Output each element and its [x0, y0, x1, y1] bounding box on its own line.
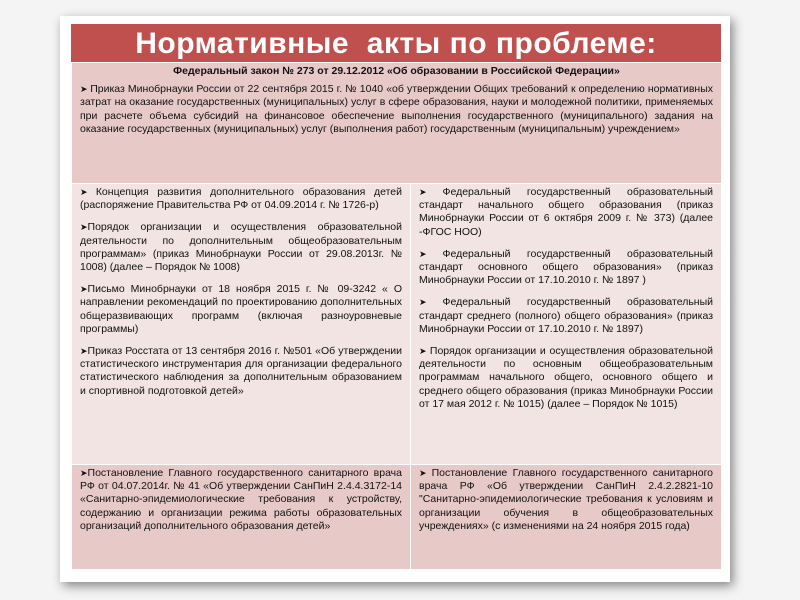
- list-item-text: Постановление Главного государственного санитарного врача РФ «Об утверждении СанПиН 2.4.2.2821-10 "Санитарно-эпидемиологические требования к условиям и организации обучения в общеобразовательных учреждениях» (с изменениями на 24 ноября 2015 года): [419, 467, 714, 532]
- list-item-text: Порядок организации и осуществления образовательной деятельности по дополнительным общеобразовательным программам» (приказ Минобрнауки России от 29.08.2013г. № 1008) (далее – Порядок № 1008): [80, 221, 402, 274]
- list-item: [419, 248, 713, 288]
- arrow-bullet-icon: ➤: [80, 187, 96, 197]
- list-item: [80, 186, 402, 212]
- federal-law-title: Федеральный закон № 273 от 29.12.2012 «Об образовании в Российской Федерации»: [173, 65, 620, 77]
- arrow-bullet-icon: ➤: [80, 468, 88, 478]
- arrow-bullet-icon: ➤: [419, 297, 443, 308]
- federal-law-item: [80, 83, 713, 136]
- federal-law-cell: [72, 63, 722, 184]
- additional-education-cell: [72, 184, 411, 465]
- sanpin-right-cell: [411, 465, 722, 570]
- sanpin-left-cell: [72, 465, 411, 570]
- arrow-bullet-icon: ➤: [419, 468, 432, 478]
- list-item: [80, 467, 402, 533]
- list-item: [419, 467, 713, 533]
- list-item-text: Федеральный государственный образовательный стандарт основного общего образования» (приказ Минобрнауки России от 17.10.2010 г. № 1897 ): [419, 247, 714, 287]
- arrow-bullet-icon: ➤: [419, 187, 443, 197]
- arrow-bullet-icon: ➤: [80, 222, 88, 233]
- list-item: [419, 296, 713, 336]
- arrow-bullet-icon: ➤: [80, 346, 88, 357]
- fgos-cell: [411, 184, 722, 465]
- arrow-bullet-icon: ➤: [419, 346, 430, 357]
- arrow-bullet-icon: ➤: [419, 248, 443, 259]
- list-item: [80, 221, 402, 274]
- list-item: [419, 186, 713, 239]
- federal-law-item-text: Приказ Минобрнауки России от 22 сентября 2015 г. № 1040 «об утверждении Общих требований к определению нормативных затрат на оказание государственных (муниципальных) услуг в сфере образования, науки и молодежной политики, применяемых при расчете объема субсидий на финансовое обеспечение выполнения государственного (муниципального) задания на оказание государственных (муниципальных) услуг (выполнения работ) государственным (муниципальным) учреждением»: [80, 83, 714, 135]
- list-item: [80, 283, 402, 336]
- list-item-text: Концепция развития дополнительного образования детей (распоряжение Правительства РФ от 04.09.2014 г. № 1726-р): [80, 186, 402, 212]
- list-item-text: Приказ Росстата от 13 сентября 2016 г. №501 «Об утверждении статистического инструментария для организации федерального статистического наблюдения за дополнительным образованием и спортивной подготовкой детей»: [80, 345, 402, 397]
- list-item-text: Федеральный государственный образовательный стандарт начального общего образования (приказ Минобрнауки России от 6 октября 2009 г. № 373) (далее -ФГОС НОО): [419, 186, 714, 238]
- list-item-text: Порядок организации и осуществления образовательной деятельности по основным общеобразовательным программам начального общего, основного общего и среднего общего образования (приказ Минобрнауки России от 17 мая 2012 г. № 1015) (далее – Порядок № 1015): [419, 345, 714, 410]
- list-item: [80, 345, 402, 398]
- page-title: Нормативные акты по проблеме:: [71, 24, 721, 62]
- list-item-text: Постановление Главного государственного санитарного врача РФ от 04.07.2014г. № 41 «Об утверждении СанПиН 2.4.4.3172-14 «Санитарно-эпидемиологические требования к устройству, содержанию и организации режима работы образовательных организаций дополнительного образования детей»: [80, 467, 402, 532]
- arrow-bullet-icon: ➤: [80, 284, 88, 295]
- sanpin-row: [72, 465, 722, 570]
- federal-law-row: [72, 63, 722, 184]
- list-item-text: Федеральный государственный образовательный стандарт среднего (полного) общего образования» (приказ Минобрнауки России от 17.10.2010 г. № 1897): [419, 296, 714, 335]
- programs-row: [72, 184, 722, 465]
- list-item-text: Письмо Минобрнауки от 18 ноября 2015 г. № 09-3242 « О направлении рекомендаций по проектированию дополнительных общеразвивающих программ (включая разноуровневые программы): [80, 283, 402, 335]
- legal-acts-table: [71, 62, 722, 570]
- arrow-bullet-icon: ➤: [80, 84, 91, 95]
- list-item: [419, 345, 713, 411]
